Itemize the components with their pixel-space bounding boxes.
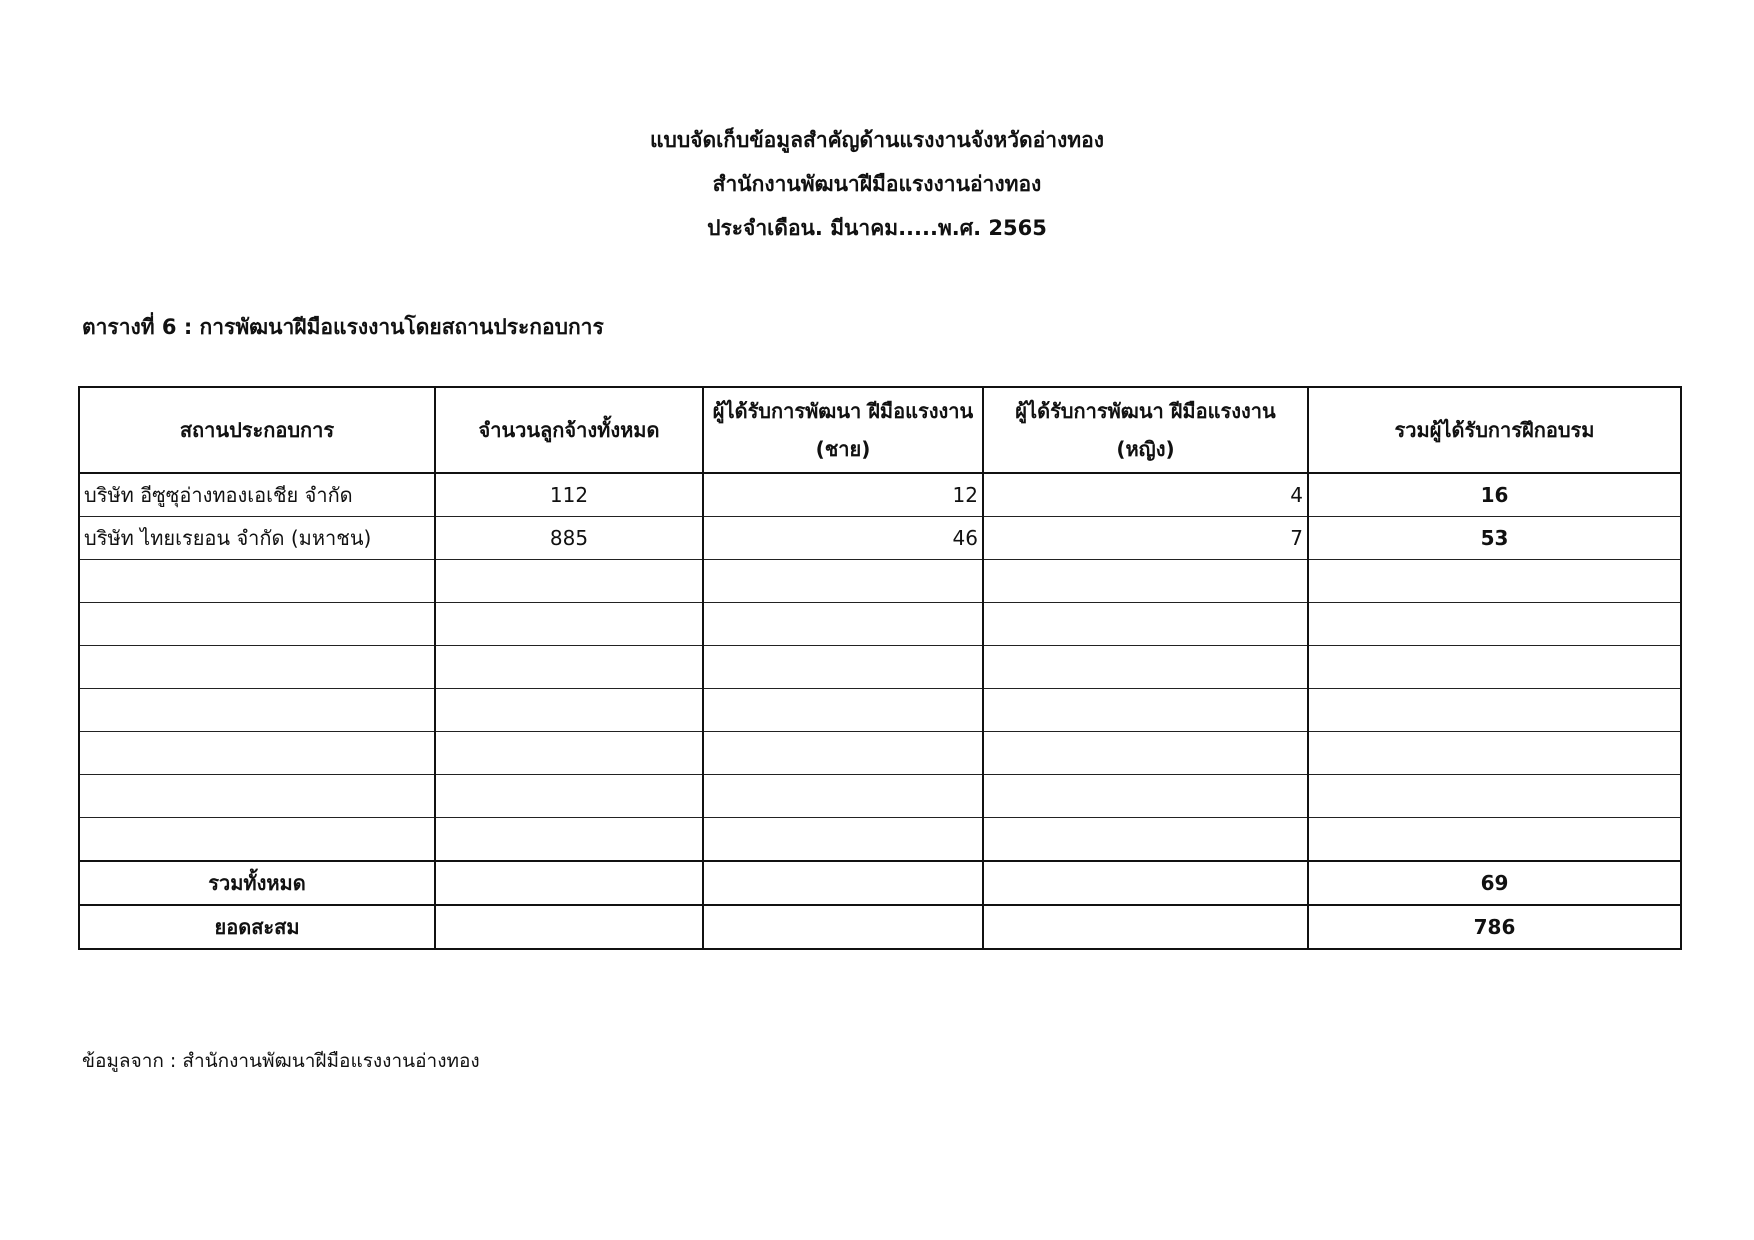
empty-cell <box>435 689 703 732</box>
table-row <box>79 517 1681 560</box>
empty-cell <box>703 646 983 689</box>
empty-cell <box>79 818 435 862</box>
column-header-male: ผู้ได้รับการพัฒนา ฝีมือแรงงาน (ชาย) <box>703 387 983 473</box>
cumulative-label: ยอดสะสม <box>79 905 435 949</box>
empty-cell <box>1308 560 1681 603</box>
empty-row <box>79 560 1681 603</box>
empty-cell <box>983 603 1308 646</box>
empty-cell <box>1308 689 1681 732</box>
empty-cell <box>79 646 435 689</box>
empty-cell <box>79 689 435 732</box>
empty-cell <box>435 560 703 603</box>
empty-cell <box>1308 732 1681 775</box>
title-line-1: แบบจัดเก็บข้อมูลสำคัญด้านแรงงานจังหวัดอ่างทอง <box>649 128 1105 152</box>
empty-cell <box>983 818 1308 862</box>
empty-cell <box>1308 818 1681 862</box>
table-row <box>79 473 1681 517</box>
empty-cell <box>703 905 983 949</box>
empty-cell <box>1308 775 1681 818</box>
empty-cell <box>703 732 983 775</box>
column-header-total: รวมผู้ได้รับการฝึกอบรม <box>1308 387 1681 473</box>
empty-cell <box>79 603 435 646</box>
empty-cell <box>983 689 1308 732</box>
empty-cell <box>703 775 983 818</box>
empty-cell <box>703 861 983 905</box>
empty-cell <box>435 818 703 862</box>
cell-total: 53 <box>1308 517 1681 560</box>
cell-female: 4 <box>983 473 1308 517</box>
empty-cell <box>703 560 983 603</box>
empty-cell <box>435 775 703 818</box>
empty-cell <box>435 861 703 905</box>
cumulative-row <box>79 905 1681 949</box>
skill-development-table <box>78 386 1682 950</box>
total-label: รวมทั้งหมด <box>79 861 435 905</box>
empty-row <box>79 732 1681 775</box>
empty-cell <box>435 905 703 949</box>
empty-cell <box>435 603 703 646</box>
empty-cell <box>435 732 703 775</box>
cell-employees: 112 <box>435 473 703 517</box>
empty-cell <box>983 732 1308 775</box>
cell-total: 16 <box>1308 473 1681 517</box>
table-caption: ตารางที่ 6 : การพัฒนาฝีมือแรงงานโดยสถานประกอบการ <box>82 315 604 339</box>
empty-cell <box>703 818 983 862</box>
column-header-employees: จำนวนลูกจ้างทั้งหมด <box>435 387 703 473</box>
empty-row <box>79 646 1681 689</box>
cell-male: 12 <box>703 473 983 517</box>
total-row <box>79 861 1681 905</box>
empty-row <box>79 818 1681 862</box>
empty-cell <box>983 775 1308 818</box>
empty-cell <box>435 646 703 689</box>
table-header-row <box>79 387 1681 473</box>
total-value: 69 <box>1308 861 1681 905</box>
cell-establishment: บริษัท ไทยเรยอน จำกัด (มหาชน) <box>79 517 435 560</box>
empty-row <box>79 603 1681 646</box>
cumulative-value: 786 <box>1308 905 1681 949</box>
empty-cell <box>1308 646 1681 689</box>
empty-row <box>79 689 1681 732</box>
empty-cell <box>983 646 1308 689</box>
empty-cell <box>79 775 435 818</box>
title-line-2: สำนักงานพัฒนาฝีมือแรงงานอ่างทอง <box>712 172 1042 196</box>
document-header <box>0 118 1754 250</box>
empty-cell <box>703 689 983 732</box>
column-header-female: ผู้ได้รับการพัฒนา ฝีมือแรงงาน (หญิง) <box>983 387 1308 473</box>
cell-employees: 885 <box>435 517 703 560</box>
title-line-3: ประจำเดือน. มีนาคม.....พ.ศ. 2565 <box>707 216 1047 240</box>
empty-cell <box>79 732 435 775</box>
empty-cell <box>983 560 1308 603</box>
empty-cell <box>983 905 1308 949</box>
cell-establishment: บริษัท อีซูซุอ่างทองเอเชีย จำกัด <box>79 473 435 517</box>
empty-cell <box>983 861 1308 905</box>
empty-cell <box>703 603 983 646</box>
empty-cell <box>1308 603 1681 646</box>
cell-female: 7 <box>983 517 1308 560</box>
data-source-note: ข้อมูลจาก : สำนักงานพัฒนาฝีมือแรงงานอ่างทอง <box>82 1050 480 1072</box>
cell-male: 46 <box>703 517 983 560</box>
empty-row <box>79 775 1681 818</box>
empty-cell <box>79 560 435 603</box>
column-header-establishment: สถานประกอบการ <box>79 387 435 473</box>
